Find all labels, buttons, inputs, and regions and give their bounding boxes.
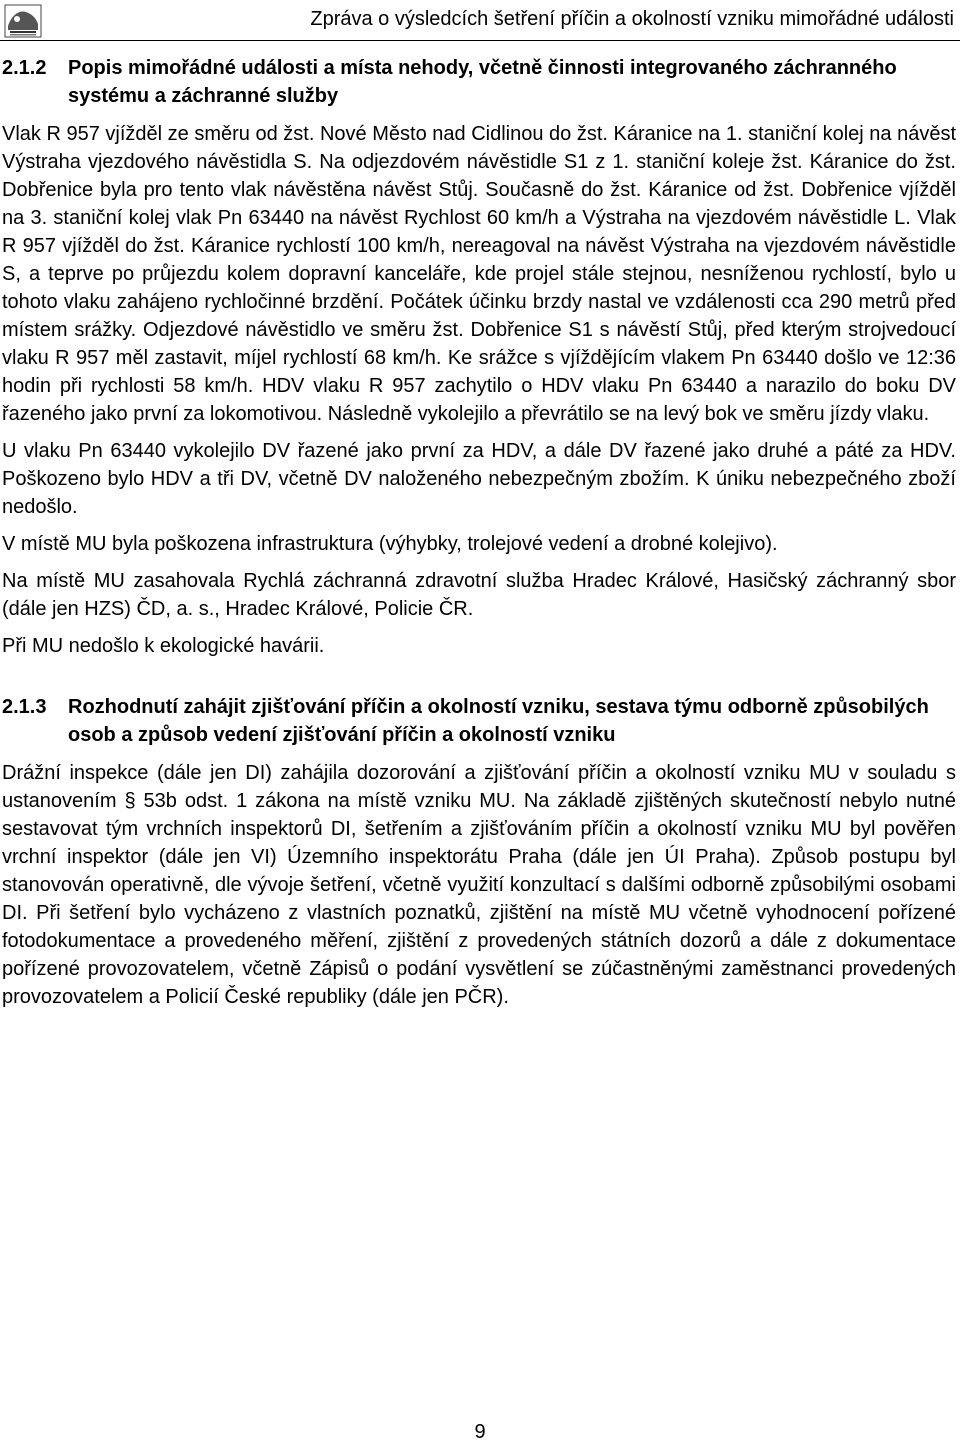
railway-inspectorate-logo-icon bbox=[4, 4, 42, 38]
page-number: 9 bbox=[474, 1421, 486, 1443]
paragraph: Drážní inspekce (dále jen DI) zahájila dozorování a zjišťování příčin a okolností vzniku MU v souladu s ustanovením § 53b odst. 1 zákona na místě vzniku MU. Na základě zjištěných skutečností nebylo nutné sestavovat tým vrchních inspektorů DI, šetřením a zjišťováním příčin a okolností vzniku MU byl pověřen vrchní inspektor (dále jen VI) Územního inspektorátu Praha (dále jen ÚI Praha). Způsob postupu byl stanovován operativně, dle vývoje šetření, včetně využití konzultací s dalšími odborně způsobilými osobami DI. Při šetření bylo vycházeno z vlastních poznatků, zjištění na místě MU včetně vyhodnocení pořízené fotodokumentace a provedeného měření, zjištění z provedených státních dozorů a dále z dokumentace pořízené provozovatelem, včetně Zápisů o podání vysvětlení se zúčastněnými zaměstnanci provedených provozovatelem a Policií České republiky (dále jen PČR). bbox=[2, 762, 956, 1008]
paragraph: U vlaku Pn 63440 vykolejilo DV řazené jako první za HDV, a dále DV řazené jako druhé a páté za HDV. Poškozeno bylo HDV a tři DV, včetně DV naloženého nebezpečným zbožím. K úniku nebezpečného zboží nedošlo. bbox=[2, 440, 956, 518]
section-title: Rozhodnutí zahájit zjišťování příčin a okolností vzniku, sestava týmu odborně způsobilých osob a způsob vedení zjišťování příčin a okolností vzniku bbox=[68, 696, 929, 746]
section-title: Popis mimořádné události a místa nehody, včetně činnosti integrovaného záchranného systému a záchranné služby bbox=[68, 57, 897, 107]
paragraph: Při MU nedošlo k ekologické havárii. bbox=[2, 635, 325, 657]
document-body bbox=[2, 54, 956, 1020]
section-number: 2.1.2 bbox=[2, 57, 47, 79]
paragraph: Na místě MU zasahovala Rychlá záchranná zdravotní služba Hradec Králové, Hasičský záchranný sbor (dále jen HZS) ČD, a. s., Hradec Králové, Policie ČR. bbox=[2, 570, 956, 620]
header-divider bbox=[0, 40, 960, 41]
document-header-title: Zpráva o výsledcích šetření příčin a okolností vzniku mimořádné události bbox=[310, 8, 954, 30]
paragraph: Vlak R 957 vjížděl ze směru od žst. Nové Město nad Cidlinou do žst. Káranice na 1. staniční kolej na návěst Výstraha vjezdového návěstidla S. Na odjezdovém návěstidle S1 z 1. staniční koleje žst. Káranice do žst. Dobřenice byla pro tento vlak návěstěna návěst Stůj. Současně do žst. Káranice od žst. Dobřenice vjížděl na 3. staniční kolej vlak Pn 63440 na návěst Rychlost 60 km/h a Výstraha na vjezdovém návěstidle L. Vlak R 957 vjížděl do žst. Káranice rychlostí 100 km/h, nereagoval na návěst Výstraha na vjezdovém návěstidle S, a teprve po průjezdu kolem dopravní kanceláře, kde projel stále stejnou, nesníženou rychlostí, bylo u tohoto vlaku zahájeno rychločinné brzdění. Počátek účinku brzdy nastal ve vzdálenosti cca 290 metrů před místem srážky. Odjezdové návěstidlo ve směru žst. Dobřenice S1 s návěstí Stůj, před kterým strojvedoucí vlaku R 957 měl zastavit, míjel rychlostí 68 km/h. Ke srážce s vjíždějícím vlakem Pn 63440 došlo ve 12:36 hodin při rychlosti 58 km/h. HDV vlaku R 957 zachytilo o HDV vlaku Pn 63440 a narazilo do boku DV řazeného jako první za lokomotivou. Následně vykolejilo a převrátilo se na levý bok ve směru jízdy vlaku. bbox=[2, 123, 956, 425]
section-number: 2.1.3 bbox=[2, 696, 47, 718]
paragraph: V místě MU byla poškozena infrastruktura (výhybky, trolejové vedení a drobné kolejivo). bbox=[2, 533, 778, 555]
section-heading-2-1-3 bbox=[2, 693, 956, 749]
section-heading-2-1-2 bbox=[2, 54, 956, 110]
spacer bbox=[2, 669, 956, 693]
